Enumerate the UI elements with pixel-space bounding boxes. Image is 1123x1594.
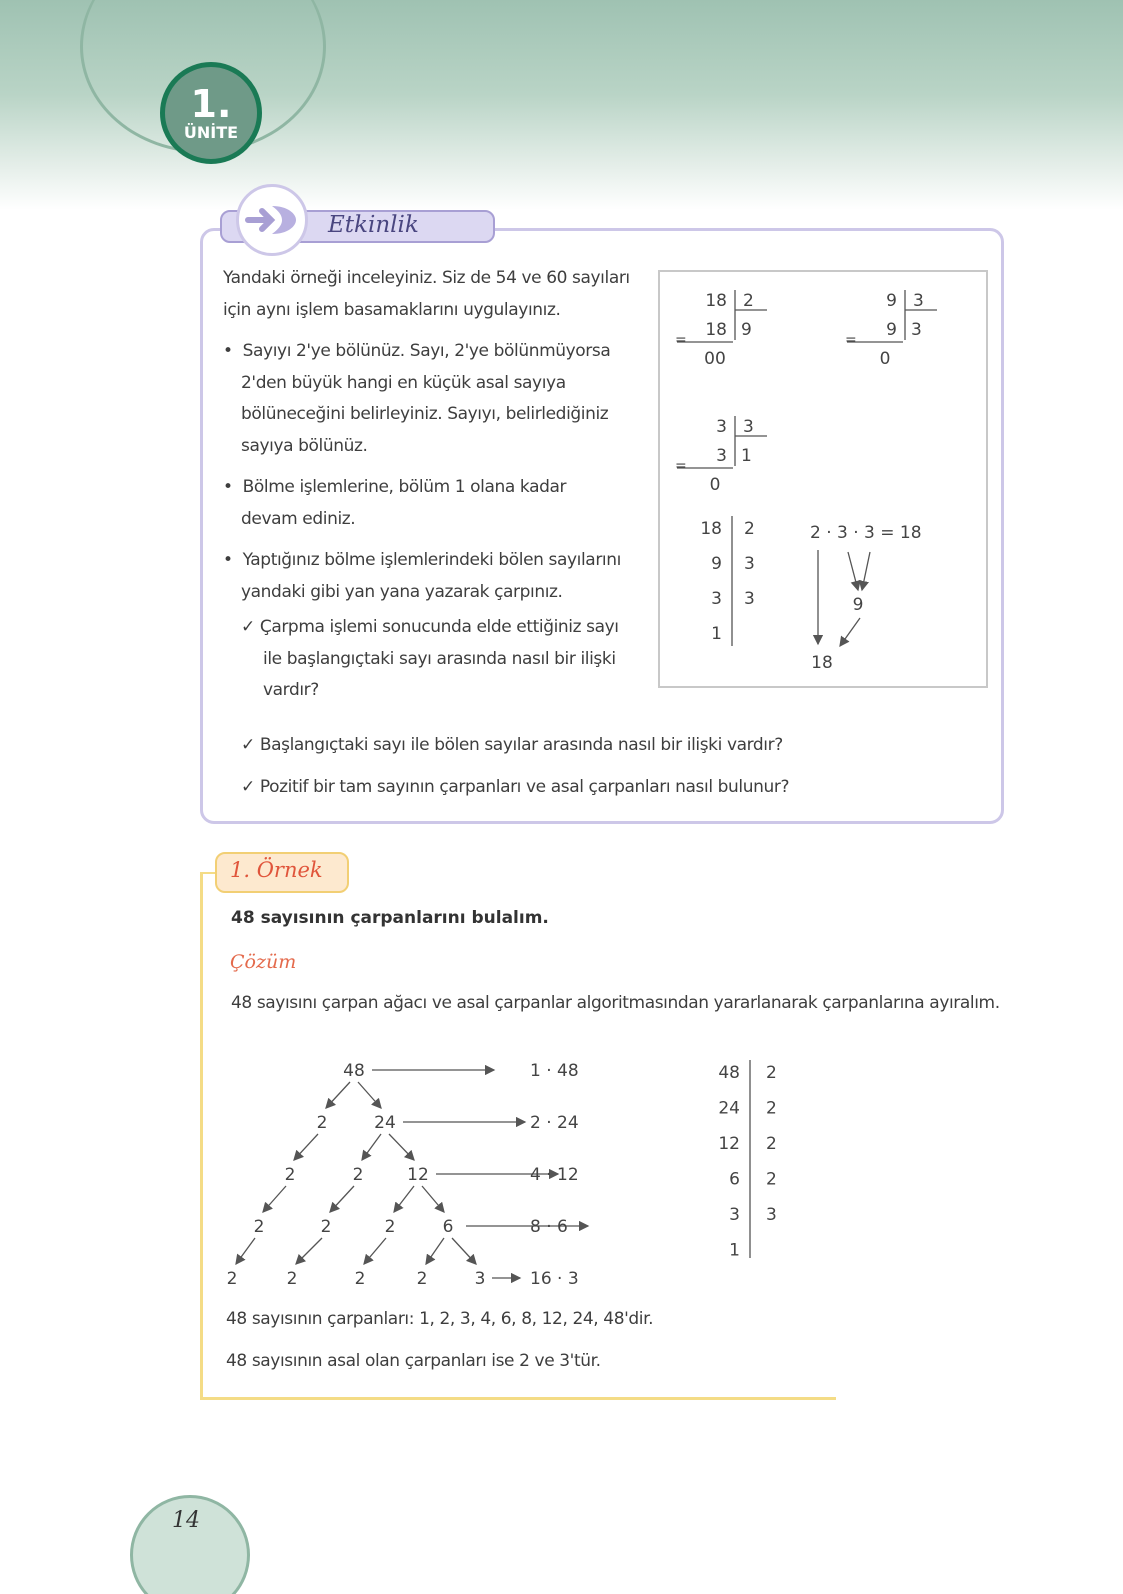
tree-node: 2	[352, 1165, 364, 1185]
tree-arrow	[362, 1134, 381, 1160]
ladder-number: 3	[711, 589, 722, 609]
factor-tree	[220, 1050, 600, 1300]
tree-node: 2	[286, 1269, 298, 1289]
arrow	[862, 552, 870, 590]
ladder-number: 48	[718, 1063, 740, 1083]
ladder-divisor: 2	[766, 1063, 777, 1083]
partial-product: 9	[852, 595, 864, 615]
ladder-divisor: 2	[766, 1134, 777, 1154]
example-border-left	[200, 872, 203, 1399]
product-label: 8 · 6	[530, 1217, 568, 1237]
tree-arrow	[263, 1186, 286, 1212]
tree-arrow	[326, 1082, 350, 1108]
tree-arrow	[394, 1186, 414, 1212]
minus-sign: =	[675, 458, 687, 474]
ladder-number: 24	[718, 1098, 740, 1119]
subtrahend: 18	[705, 320, 727, 340]
activity-icon-circle	[236, 184, 308, 256]
activity-text	[223, 263, 633, 707]
tree-node: 6	[442, 1217, 454, 1237]
solution-label: Çözüm	[230, 951, 297, 973]
product-label: 16 · 3	[530, 1269, 579, 1289]
minus-sign: =	[845, 332, 857, 348]
tree-arrow	[389, 1134, 414, 1160]
example-title: 1. Örnek	[230, 858, 323, 882]
tree-node: 2	[384, 1217, 396, 1237]
product-label: 4 · 12	[530, 1165, 579, 1185]
ladder-divisor: 3	[766, 1205, 777, 1225]
tree-arrow	[422, 1186, 444, 1212]
divisor: 2	[743, 291, 754, 311]
solution-text: 48 sayısını çarpan ağacı ve asal çarpanlar algoritmasından yararlanarak çarpanlarına ayıralım.	[231, 993, 1000, 1013]
product-label: 2 · 24	[530, 1113, 579, 1133]
tree-arrow	[358, 1082, 381, 1108]
product-equation: 2 · 3 · 3 = 18	[810, 523, 922, 543]
unit-badge	[160, 62, 262, 164]
dividend: 3	[716, 417, 727, 437]
dividend: 18	[705, 291, 727, 311]
ladder-number: 12	[718, 1134, 740, 1154]
remainder: 00	[704, 349, 726, 369]
quotient: 9	[741, 320, 752, 340]
ladder-number: 1	[711, 624, 722, 644]
example-diagram-box	[658, 270, 988, 688]
question-item: ✓ Pozitif bir tam sayının çarpanları ve asal çarpanları nasıl bulunur?	[241, 776, 790, 797]
tree-node: 2	[226, 1269, 238, 1289]
bullet-item: • Sayıyı 2'ye bölünüz. Sayı, 2'ye bölünmüyorsa 2'den büyük hangi en küçük asal sayıya bölüneceğini belirleyiniz. Sayıyı, belirlediğiniz sayıya bölünüz.	[223, 341, 611, 456]
ladder-divisor: 2	[766, 1098, 777, 1119]
activity-title: Etkinlik	[328, 212, 419, 238]
tree-node: 2	[320, 1217, 332, 1237]
tree-arrow	[364, 1238, 386, 1264]
ladder-number: 1	[729, 1240, 740, 1261]
example-question: 48 sayısının çarpanlarını bulalım.	[231, 908, 549, 928]
tree-node: 3	[474, 1269, 486, 1289]
prime-factors-text: 48 sayısının asal olan çarpanları ise 2 ve 3'tür.	[226, 1351, 601, 1371]
tree-node: 12	[407, 1165, 429, 1185]
tree-arrow	[296, 1238, 322, 1264]
tree-node: 2	[354, 1269, 366, 1289]
tree-node: 2	[284, 1165, 296, 1185]
ladder-number: 18	[700, 519, 722, 539]
result: 18	[811, 653, 833, 673]
tree-arrow	[452, 1238, 476, 1264]
ladder-divisor: 2	[744, 519, 755, 539]
tree-node: 48	[343, 1061, 365, 1081]
example-border-tick	[200, 872, 216, 874]
tree-arrow	[426, 1238, 444, 1264]
bullet-item: • Bölme işlemlerine, bölüm 1 olana kadar devam ediniz.	[223, 477, 567, 529]
remainder: 0	[879, 349, 891, 369]
prime-factor-ladder	[700, 1050, 820, 1270]
minus-sign: =	[675, 332, 687, 348]
tree-node: 2	[316, 1113, 328, 1133]
divisor: 3	[913, 291, 924, 311]
dividend: 9	[886, 291, 897, 311]
divisor: 3	[743, 417, 754, 437]
check-icon: ✓	[241, 617, 260, 637]
ladder-divisor: 3	[744, 589, 755, 609]
question-item: ✓ Başlangıçtaki sayı ile bölen sayılar arasında nasıl bir ilişki vardır?	[241, 735, 783, 755]
division-diagram	[660, 272, 986, 686]
quotient: 1	[741, 446, 752, 466]
tree-node: 2	[416, 1269, 428, 1289]
tree-arrow	[236, 1238, 255, 1264]
tree-arrow	[294, 1134, 318, 1160]
page-number: 14	[172, 1508, 200, 1533]
check-icon: ✓	[241, 735, 260, 755]
ladder-divisor: 3	[744, 554, 755, 574]
tree-arrow	[330, 1186, 354, 1212]
example-border-bottom	[200, 1397, 836, 1400]
arrow	[840, 618, 860, 646]
unit-number: 1.	[190, 81, 232, 126]
quotient: 3	[911, 320, 922, 340]
question-item: ✓ Çarpma işlemi sonucunda elde ettiğiniz sayı ile başlangıçtaki sayı arasında nasıl bir ilişki vardır?	[241, 617, 619, 700]
activity-intro: Yandaki örneği inceleyiniz. Siz de 54 ve 60 sayıları için aynı işlem basamaklarını uygulayınız.	[223, 268, 630, 320]
subtrahend: 9	[886, 320, 897, 340]
check-icon: ✓	[241, 776, 260, 797]
remainder: 0	[709, 475, 721, 495]
ladder-number: 3	[729, 1205, 740, 1225]
unit-label: ÜNİTE	[183, 122, 239, 142]
factors-text: 48 sayısının çarpanları: 1, 2, 3, 4, 6, 8, 12, 24, 48'dir.	[226, 1309, 654, 1329]
tree-node: 24	[374, 1113, 396, 1133]
ladder-divisor: 2	[766, 1169, 777, 1190]
bullet-item: • Yaptığınız bölme işlemlerindeki bölen sayılarını yandaki gibi yan yana yazarak çarpınız.	[223, 550, 621, 602]
tree-node: 2	[253, 1217, 265, 1237]
arrow	[848, 552, 858, 590]
product-label: 1 · 48	[530, 1061, 579, 1081]
ladder-number: 6	[729, 1169, 740, 1190]
ladder-number: 9	[711, 554, 722, 574]
subtrahend: 3	[716, 446, 727, 466]
double-arrow-icon	[244, 202, 300, 238]
activity-questions	[241, 730, 981, 803]
